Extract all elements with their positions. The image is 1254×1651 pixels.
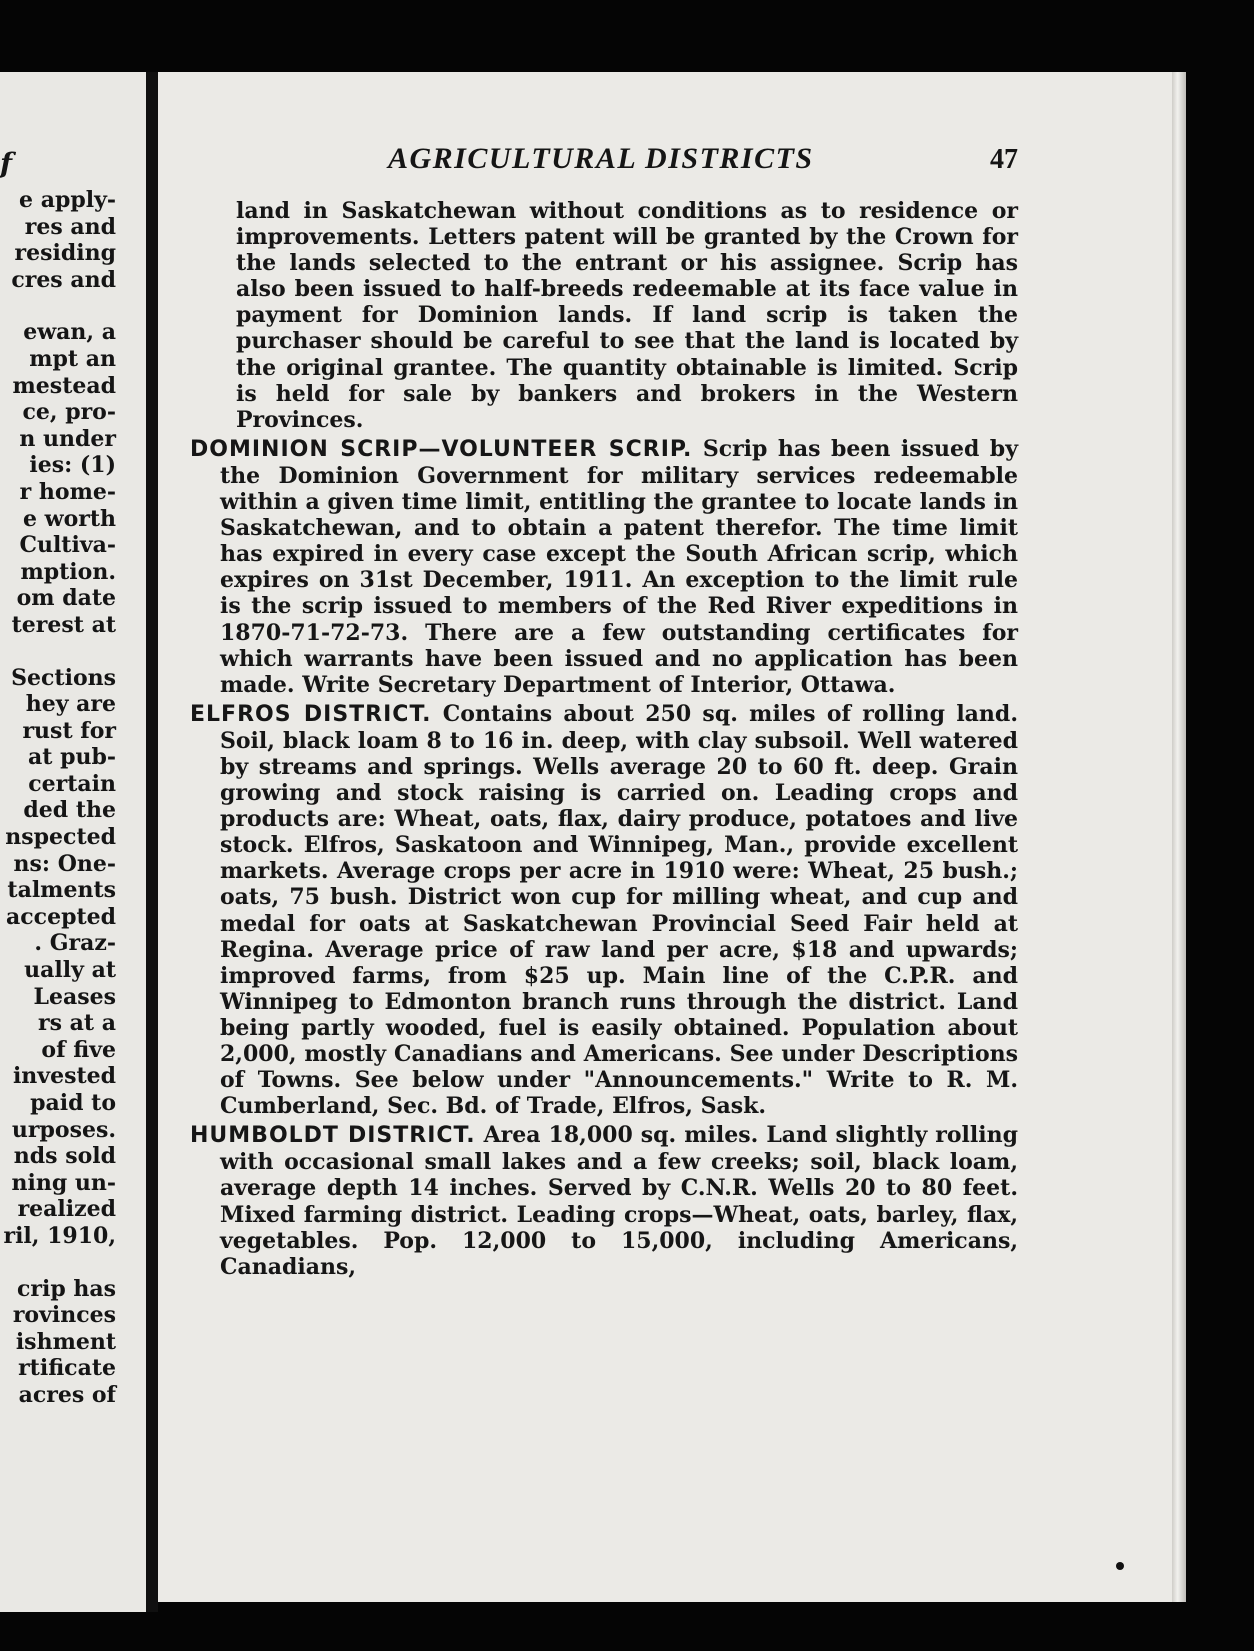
left-page-line: Leases xyxy=(33,983,116,1010)
left-page-line: cres and xyxy=(11,266,116,293)
left-page-line: Sections xyxy=(11,664,116,691)
left-page-line: Cultiva- xyxy=(19,532,116,559)
left-page-line: nds sold xyxy=(13,1143,116,1170)
left-page-line: ewan, a xyxy=(23,319,116,346)
left-page-line: ril, 1910, xyxy=(3,1222,116,1249)
left-page-line: om date xyxy=(16,585,116,612)
left-page-line: e worth xyxy=(22,505,116,532)
left-page-blank-line xyxy=(3,1250,116,1276)
left-page-line: realized xyxy=(17,1196,116,1223)
left-page-line: at pub- xyxy=(28,744,116,771)
entry-heading: ELFROS DISTRICT. xyxy=(190,701,432,727)
entry-body: Scrip has been issued by the Dominion Government for military services redeemable within a given time limit, entitling the grantee to locate lands in Saskatchewan, and to obtain a patent therefor. The time limit has expired in every case except the South African scrip, which expires on 31st December, 1911. An exception to the limit rule is the scrip issued to members of the Red River expeditions in 1870-71-72-73. There are a few outstanding certificates for which warrants have been issued and no application has been made. Write Secretary Department of Interior, Ottawa. xyxy=(220,435,1018,698)
entry-humboldt-district xyxy=(190,1122,1018,1280)
left-page-line: rtificate xyxy=(18,1355,116,1382)
left-page-line: accepted xyxy=(6,903,116,930)
left-page-line: r home- xyxy=(19,478,116,505)
left-page-line: invested xyxy=(12,1063,116,1090)
left-page-line: urposes. xyxy=(11,1116,116,1143)
continuation-paragraph: land in Saskatchewan without conditions as to residence or improvements. Letters patent will be granted by the Crown for the lands selected to the entrant or his assignee. Scrip has also been issued to half-breeds redeemable at its face value in payment for Dominion lands. If land scrip is taken the purchaser should be careful to see that the land is located by the original grantee. The quantity obtainable is limited. Scrip is held for sale by bankers and brokers in the Western Provinces. xyxy=(236,198,1018,433)
left-page-line: mestead xyxy=(12,372,116,399)
left-facing-page xyxy=(0,72,146,1612)
left-page-line: mption. xyxy=(20,558,116,585)
page-gutter xyxy=(146,72,158,1612)
left-page-line: ually at xyxy=(24,957,116,984)
left-page-line: nspected xyxy=(5,824,116,851)
left-page-line: n under xyxy=(19,425,116,452)
left-page-line: hey are xyxy=(25,691,116,718)
left-page-line: res and xyxy=(24,213,116,240)
left-page-line: crip has xyxy=(16,1275,116,1302)
page-edge-shadow xyxy=(1172,72,1186,1602)
left-page-corner-mark: f xyxy=(0,147,13,180)
left-page-line: e apply- xyxy=(19,187,116,213)
entry-elfros-district xyxy=(190,701,1018,1120)
left-page-line: ishment xyxy=(15,1328,116,1355)
left-page-line: of five xyxy=(41,1036,116,1063)
left-page-line: mpt an xyxy=(29,345,116,372)
ink-speck xyxy=(1116,1562,1124,1570)
entry-heading: HUMBOLDT DISTRICT. xyxy=(190,1123,476,1149)
page-number: 47 xyxy=(990,144,1018,175)
left-page-line: paid to xyxy=(30,1090,116,1116)
left-page-text-column xyxy=(3,187,116,1409)
right-page xyxy=(158,72,1178,1602)
left-page-line: certain xyxy=(28,770,116,797)
left-page-line: residing xyxy=(14,240,116,267)
entry-heading: DOMINION SCRIP—VOLUNTEER SCRIP. xyxy=(190,436,693,462)
left-page-line: rovinces xyxy=(12,1302,116,1329)
left-page-line: ns: One- xyxy=(13,850,116,877)
left-page-line: ning un- xyxy=(11,1169,116,1196)
left-page-line: acres of xyxy=(18,1381,116,1408)
left-page-line: talments xyxy=(7,877,116,904)
running-head: AGRICULTURAL DISTRICTS xyxy=(388,142,814,175)
left-page-line: terest at xyxy=(11,611,116,638)
left-page-line: ies: (1) xyxy=(29,452,116,479)
page-body-text xyxy=(190,198,1018,1282)
left-page-line: rs at a xyxy=(38,1010,116,1037)
entry-body: Contains about 250 sq. miles of rolling land. Soil, black loam 8 to 16 in. deep, with clay subsoil. Well watered by streams and springs. Wells average 20 to 60 ft. deep. Grain growing and stock raising is carried on. Leading crops and products are: Wheat, oats, flax, dairy produce, potatoes and live stock. Elfros, Saskatoon and Winnipeg, Man., provide excellent markets. Average crops per acre in 1910 were: Wheat, 25 bush.; oats, 75 bush. District won cup for milling wheat, and cup and medal for oats at Saskatchewan Provincial Seed Fair held at Regina. Average price of raw land per acre, $18 and upwards; improved farms, from $25 up. Main line of the C.P.R. and Winnipeg to Edmonton branch runs through the district. Land being partly wooded, fuel is easily obtained. Population about 2,000, mostly Canadians and Americans. See under Descriptions of Towns. See below under "Announcements." Write to R. M. Cumberland, Sec. Bd. of Trade, Elfros, Sask. xyxy=(220,700,1018,1120)
left-page-line: rust for xyxy=(22,717,116,744)
left-page-blank-line xyxy=(3,293,116,319)
left-page-line: ce, pro- xyxy=(22,399,116,426)
entry-dominion-scrip xyxy=(190,436,1018,698)
entry-body: Area 18,000 sq. miles. Land slightly rolling with occasional small lakes and a few creeks; soil, black loam, average depth 14 inches. Served by C.N.R. Wells 20 to 80 feet. Mixed farming district. Leading crops—Wheat, oats, barley, flax, vegetables. Pop. 12,000 to 15,000, including Americans, Canadians, xyxy=(220,1122,1018,1280)
left-page-blank-line xyxy=(3,639,116,665)
left-page-line: ded the xyxy=(23,797,116,824)
left-page-line: . Graz- xyxy=(34,930,116,957)
